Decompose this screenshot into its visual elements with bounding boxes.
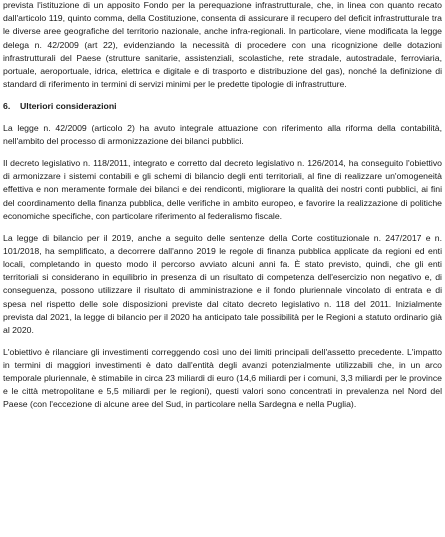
intro-paragraph: prevista l'istituzione di un apposito Fondo per la perequazione infrastrutturale, che, in linea con quanto recato dall'articolo 119, quinto comma, della Costituzione, consenta di assicurare il recupero del deficit infrastrutturale tra le diverse aree geografiche del territorio nazionale, anche infra-regionali. In particolare, viene modificata la legge delega n. 42/2009 (art 22), evidenziando la necessità di procedere con una ricognizione delle dotazioni infrastrutturali del Paese (strutture sanitarie, assistenziali, scolastiche, rete stradale, autostradale, ferroviaria, portuale, aeroportuale, idrica, elettrica e digitale e di trasporto e distribuzione del gas), nonché la definizione di standard di riferimento in termini di servizi minimi per le predette tipologie di infrastrutture. — [3, 0, 442, 90]
document-page — [3, 0, 442, 420]
paragraph-legge-bilancio-2019: La legge di bilancio per il 2019, anche a seguito delle sentenze della Corte costituzionale n. 247/2017 e n. 101/2018, ha semplificato, a decorrere dall'anno 2019 le regole di finanza pubblica applicate da regioni ed enti locali, completando in questo modo il percorso avviato alcuni anni fa. È stato previsto, quindi, che gli enti territoriali si considerano in equilibrio in presenza di un risultato di competenza dell'esercizio non negativo e, di conseguenza, possono utilizzare il risultato di amministrazione e il fondo pluriennale vincolato di entrata e di spesa nel rispetto delle sole disposizioni previste dal citato decreto legislativo n. 118 del 2011. Inizialmente prevista dal 2021, la legge di bilancio per il 2020 ha anticipato tale possibilità per le Regioni a statuto ordinario già al 2020. — [3, 232, 442, 335]
paragraph-decreto-118-2011: Il decreto legislativo n. 118/2011, integrato e corretto dal decreto legislativo n. 126/2014, ha conseguito l'obiettivo di armonizzare i sistemi contabili e gli schemi di bilancio degli enti territoriali, al fine di realizzare un'omogeneità effettiva e non meramente formale dei bilanci e dei rendiconti, migliorare la qualità dei nostri conti pubblici, ai fini del coordinamento della finanza pubblica, delle verifiche in ambito europeo, e favorire la realizzazione di politiche economiche specifiche, con particolare riferimento al federalismo fiscale. — [3, 158, 442, 221]
section-title: Ulteriori considerazioni — [20, 100, 117, 111]
paragraph-obiettivo-investimenti: L'obiettivo è rilanciare gli investimenti correggendo così uno dei limiti principali dell'assetto precedente. L'impatto in termini di maggiori investimenti è dato dall'entità degli avanzi potenzialmente utilizzabili che, in un arco temporale pluriennale, è stimabile in circa 23 miliardi di euro (14,6 miliardi per i comuni, 3,3 miliardi per le province e le città metropolitane e 5,5 miliardi per le regioni), questi valori sono concentrati in prevalenza nel Nord del Paese (con l'eccezione di alcune aree del Sud, in particolare nella Sardegna e nella Puglia). — [3, 346, 442, 410]
section-number: 6. — [3, 100, 11, 111]
section-heading — [3, 100, 442, 113]
paragraph-legge-42-2009: La legge n. 42/2009 (articolo 2) ha avuto integrale attuazione con riferimento alla riforma della contabilità, nell'ambito del processo di armonizzazione dei bilanci pubblici. — [3, 123, 442, 147]
